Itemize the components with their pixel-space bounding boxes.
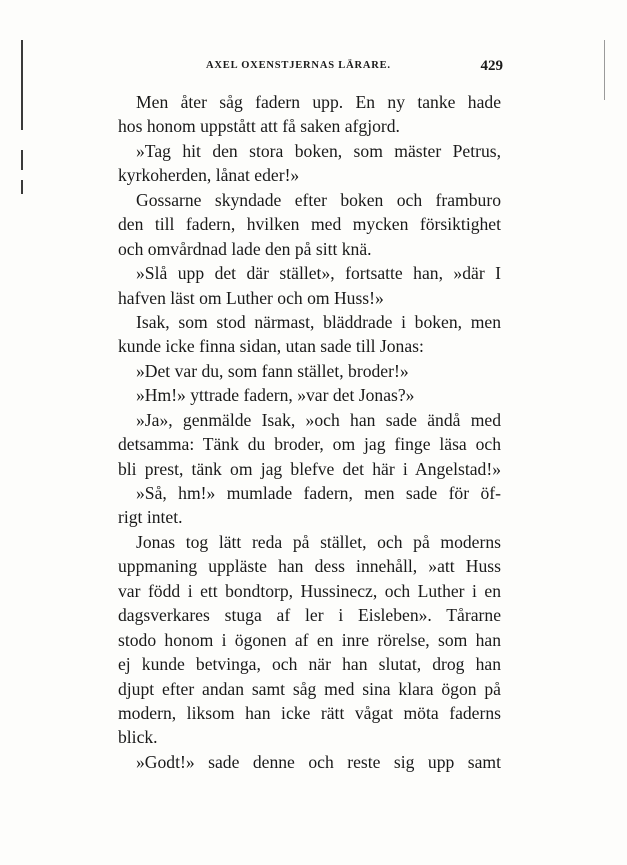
text-line: »Det var du, som fann stället, broder!» (136, 360, 409, 381)
running-title: AXEL OXENSTJERNAS LÄRARE. (206, 60, 391, 71)
text-line: »Godt!» sade denne och reste sig upp samt (136, 751, 501, 772)
text-line: Isak, som stod närmast, bläddrade i boken, men (136, 311, 501, 332)
scan-edge-mark (21, 150, 23, 170)
body-text (118, 90, 501, 774)
text-line: hafven läst om Luther och om Huss!» (118, 287, 384, 308)
scan-edge-mark (604, 40, 605, 100)
scan-edge-mark (21, 40, 23, 130)
text-line: var född i ett bondtorp, Hussinecz, och Luther i en (118, 580, 501, 601)
text-line: och omvårdnad lade den på sitt knä. (118, 238, 372, 259)
text-line: »Tag hit den stora boken, som mäster Petrus, (136, 140, 501, 161)
page-number: 429 (480, 58, 503, 74)
text-line: dagsverkares stuga af ler i Eisleben». Tårarne (118, 605, 501, 626)
text-line: »Slå upp det där stället», fortsatte han, »där I (136, 263, 501, 284)
text-line: djupt efter andan samt såg med sina klara ögon på (118, 678, 501, 699)
text-line: »Så, hm!» mumlade fadern, men sade för öf- (136, 483, 501, 503)
text-line: ej kunde betvinga, och när han slutat, drog han (118, 654, 501, 675)
text-line: »Ja», genmälde Isak, »och han sade ändå med (136, 409, 501, 430)
text-line: stodo honom i ögonen af en inre rörelse, som han (118, 629, 501, 650)
text-line: »Hm!» yttrade fadern, »var det Jonas?» (136, 385, 415, 406)
text-line: detsamma: Tänk du broder, om jag finge läsa och (118, 434, 501, 455)
text-line: modern, liksom han icke rätt vågat möta faderns (118, 702, 501, 723)
text-line: uppmaning uppläste han dess innehåll, »att Huss (118, 556, 501, 577)
text-line: kunde icke finna sidan, utan sade till Jonas: (118, 336, 424, 357)
text-line: den till fadern, hvilken med mycken försiktighet (118, 214, 501, 235)
text-line: Jonas tog lätt reda på stället, och på moderns (136, 531, 501, 552)
text-line: rigt intet. (118, 507, 183, 528)
text-line: Gossarne skyndade efter boken och framburo (136, 189, 501, 210)
running-head (120, 58, 505, 78)
text-line: blick. (118, 727, 158, 748)
text-line: hos honom uppstått att få saken afgjord. (118, 116, 400, 137)
text-line: bli prest, tänk om jag blefve det här i Angelstad!» (118, 458, 501, 479)
text-line: kyrkoherden, lånat eder!» (118, 165, 300, 186)
text-line: Men åter såg fadern upp. En ny tanke hade (136, 92, 501, 112)
scan-edge-mark (21, 180, 23, 194)
